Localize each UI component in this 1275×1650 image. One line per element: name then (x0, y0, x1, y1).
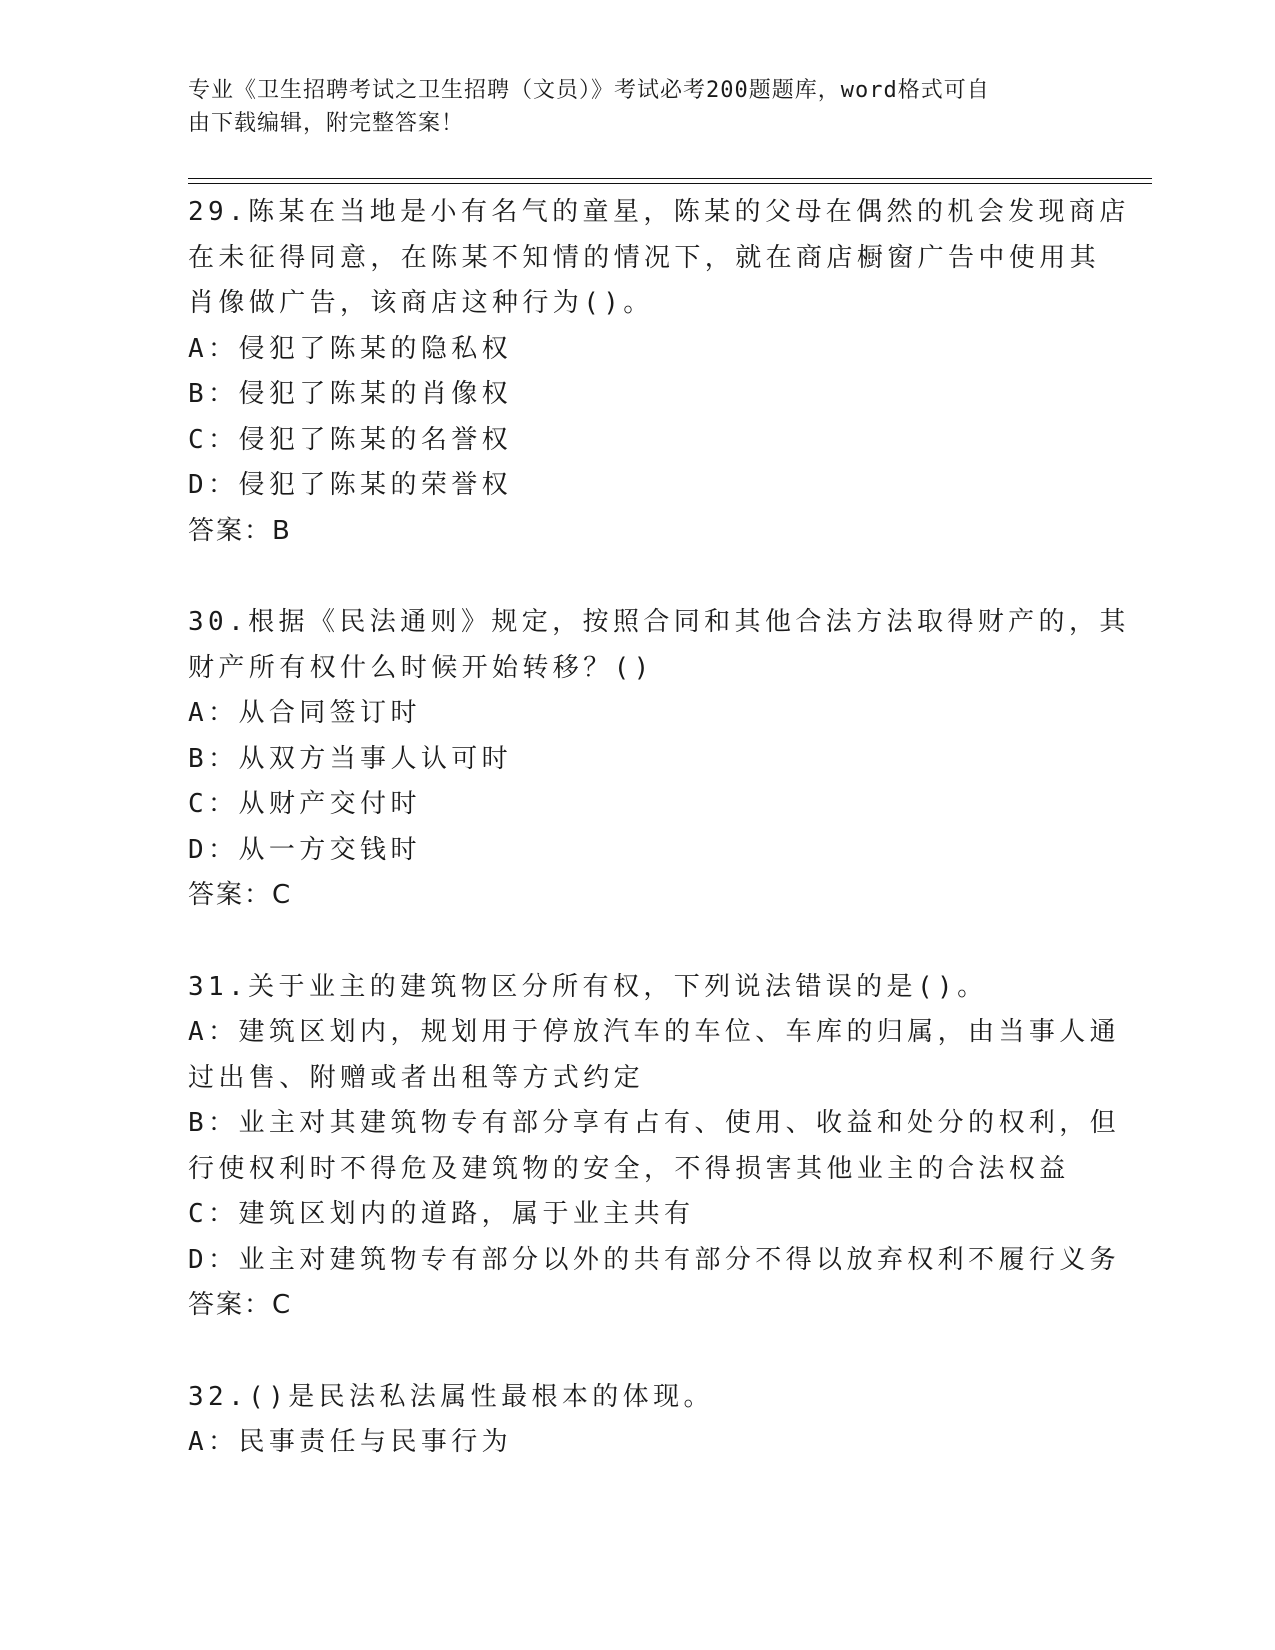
header-divider-bottom (188, 183, 1152, 184)
answer-label: 答案：C (188, 1290, 293, 1320)
option-text-line: A：从合同签订时 (188, 698, 421, 728)
question-text-line: 31.关于业主的建筑物区分所有权，下列说法错误的是()。 (188, 971, 988, 1002)
option-text-line: A：民事责任与民事行为 (188, 1427, 513, 1457)
option-text-line: 行使权利时不得危及建筑物的安全，不得损害其他业主的合法权益 (188, 1153, 1070, 1184)
option-text-line: B：从双方当事人认可时 (188, 743, 513, 774)
question-text-line: 财产所有权什么时候开始转移？() (188, 652, 654, 683)
question-text-line: 32.()是民法私法属性最根本的体现。 (188, 1381, 714, 1412)
document-header (188, 74, 1068, 140)
question-block (188, 965, 1121, 1329)
option-text-line: C：从财产交付时 (188, 789, 421, 819)
header-line-1: 专业《卫生招聘考试之卫生招聘（文员）》考试必考200题题库，word格式可自 (188, 78, 990, 103)
question-text-line: 肖像做广告，该商店这种行为()。 (188, 288, 654, 318)
option-text-line: C：侵犯了陈某的名誉权 (188, 424, 513, 455)
option-text-line: D：业主对建筑物专有部分以外的共有部分不得以放弃权利不履行义务 (188, 1244, 1121, 1275)
option-text-line: C：建筑区划内的道路，属于业主共有 (188, 1199, 695, 1229)
header-line-2: 由下载编辑，附完整答案！ (188, 111, 465, 136)
option-text-line: A：建筑区划内，规划用于停放汽车的车位、车库的归属，由当事人通 (188, 1017, 1121, 1047)
option-text-line: A：侵犯了陈某的隐私权 (188, 333, 513, 364)
question-text-line: 29.陈某在当地是小有名气的童星，陈某的父母在偶然的机会发现商店 (188, 197, 1130, 227)
option-text-line: 过出售、附赠或者出租等方式约定 (188, 1062, 645, 1093)
option-text-line: D：侵犯了陈某的荣誉权 (188, 470, 513, 500)
question-block (188, 1375, 1088, 1466)
option-text-line: B：侵犯了陈某的肖像权 (188, 379, 513, 409)
question-block (188, 190, 1130, 554)
question-list (188, 190, 1130, 1466)
question-block (188, 600, 1130, 919)
option-text-line: D：从一方交钱时 (188, 834, 421, 865)
answer-label: 答案：B (188, 515, 292, 546)
question-text-line: 在未征得同意，在陈某不知情的情况下，就在商店橱窗广告中使用其 (188, 242, 1101, 273)
answer-label: 答案：C (188, 880, 293, 910)
option-text-line: B：业主对其建筑物专有部分享有占有、使用、收益和处分的权利，但 (188, 1108, 1121, 1138)
header-divider-top (188, 178, 1152, 179)
question-text-line: 30.根据《民法通则》规定，按照合同和其他合法方法取得财产的，其 (188, 607, 1130, 637)
